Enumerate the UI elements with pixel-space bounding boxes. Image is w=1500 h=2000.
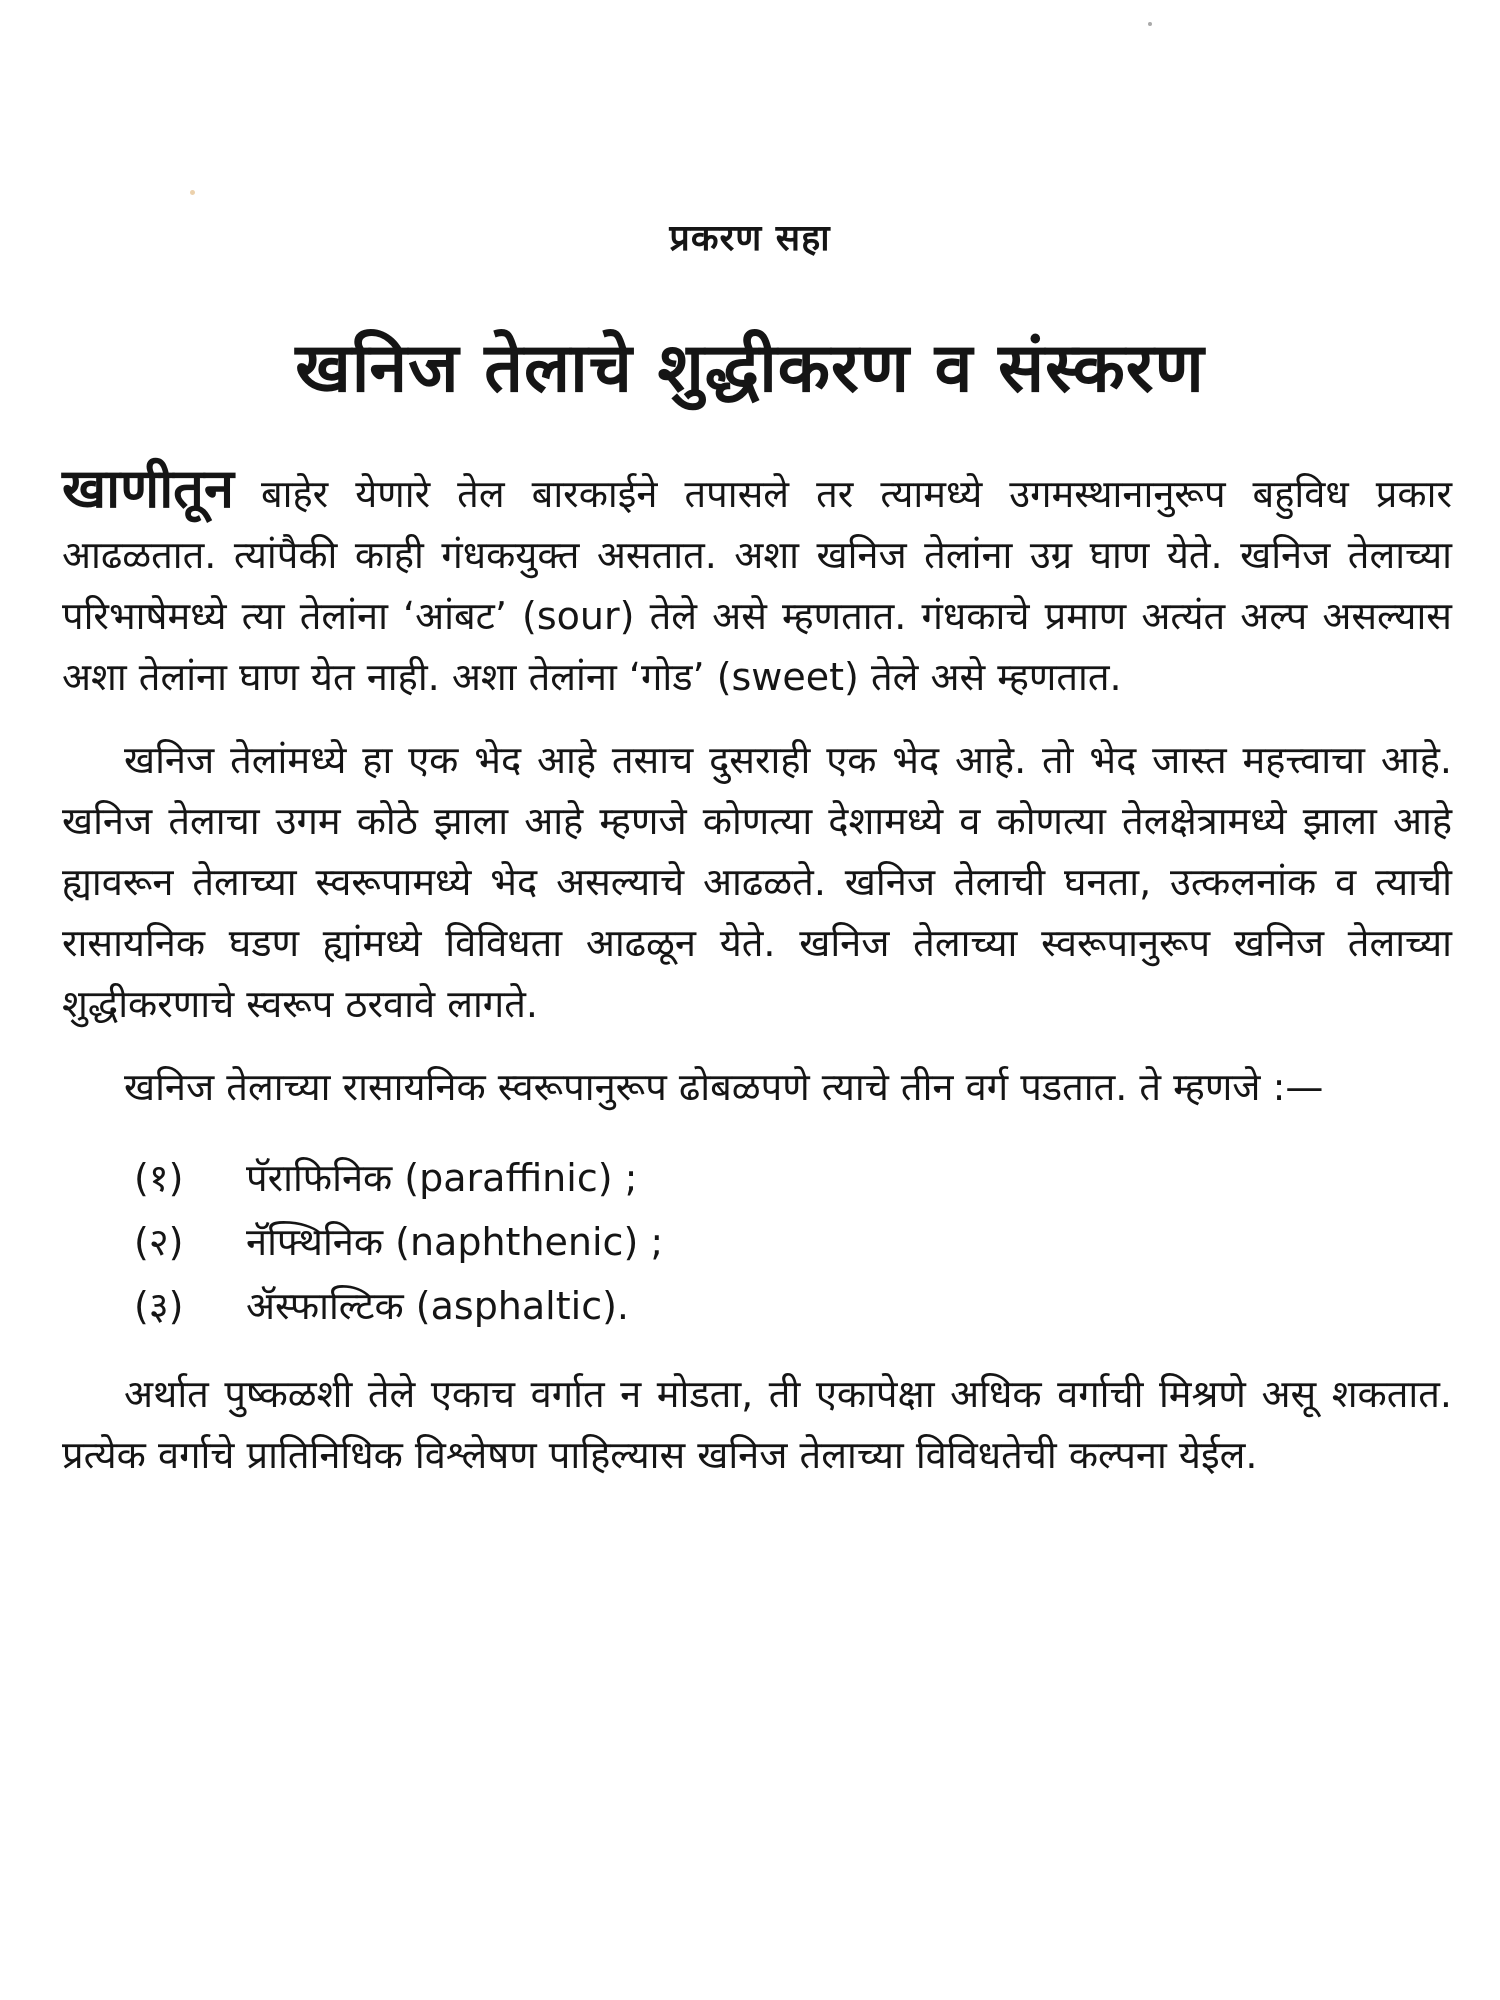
paragraph-1-text: बाहेर येणारे तेल बारकाईने तपासले तर त्यामध्ये उगमस्थानानुरूप बहुविध प्रकार आढळतात. त्यांपैकी काही गंधकयुक्त असतात. अशा खनिज तेलांना उग्र घाण येते. खनिज तेलाच्या परिभाषेमध्ये त्या तेलांना ‘आंबट’ (sour) तेले असे म्हणतात. गंधकाचे प्रमाण अत्यंत अल्प असल्यास अशा तेलांना घाण येत नाही. अशा तेलांना ‘गोड’ (sweet) तेले असे म्हणतात.: [62, 472, 1452, 699]
list-item: [134, 1274, 1452, 1338]
paragraph-1: [62, 458, 1452, 708]
list-item-number: (३): [134, 1284, 184, 1328]
list-item-text: पॅराफिनिक (paraffinic) ;: [246, 1156, 638, 1200]
page-speck: [1148, 22, 1152, 26]
chapter-label: प्रकरण सहा: [669, 218, 831, 259]
list-item: [134, 1210, 1452, 1274]
body-text: [62, 458, 1452, 1508]
oil-class-list: [134, 1146, 1452, 1338]
list-item-number: (१): [134, 1156, 184, 1200]
paragraph-3: खनिज तेलाच्या रासायनिक स्वरूपानुरूप ढोबळपणे त्याचे तीन वर्ग पडतात. ते म्हणजे :—: [124, 1065, 1324, 1109]
list-item-number: (२): [134, 1220, 184, 1264]
chapter-title: खनिज तेलाचे शुद्धीकरण व संस्करण: [295, 329, 1205, 408]
lead-word: खाणीतून: [62, 457, 234, 520]
paragraph-4: अर्थात पुष्कळशी तेले एकाच वर्गात न मोडता, ती एकापेक्षा अधिक वर्गाची मिश्रणे असू शकतात. प्रत्येक वर्गाचे प्रातिनिधिक विश्लेषण पाहिल्यास खनिज तेलाच्या विविधतेची कल्पना येईल.: [62, 1372, 1452, 1477]
list-item-text: ॲस्फाल्टिक (asphaltic).: [246, 1284, 629, 1328]
paragraph-2: खनिज तेलांमध्ये हा एक भेद आहे तसाच दुसराही एक भेद आहे. तो भेद जास्त महत्त्वाचा आहे. खनिज तेलाचा उगम कोठे झाला आहे म्हणजे कोणत्या देशामध्ये व कोणत्या तेलक्षेत्रामध्ये झाला आहे ह्यावरून तेलाच्या स्वरूपामध्ये भेद असल्याचे आढळते. खनिज तेलाची घनता, उत्कलनांक व त्याची रासायनिक घडण ह्यांमध्ये विविधता आढळून येते. खनिज तेलाच्या स्वरूपानुरूप खनिज तेलाच्या शुद्धीकरणाचे स्वरूप ठरवावे लागते.: [62, 738, 1452, 1026]
page-speck: [190, 190, 195, 195]
list-item: [134, 1146, 1452, 1210]
list-item-text: नॅफ्थिनिक (naphthenic) ;: [246, 1220, 664, 1264]
